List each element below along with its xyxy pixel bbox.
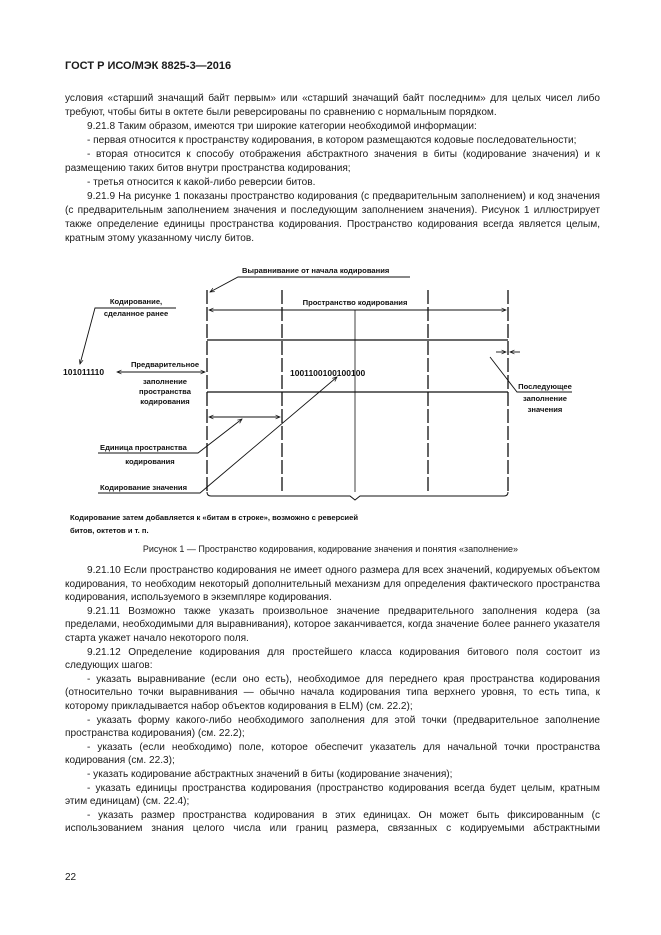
unit-label: Единица пространства	[100, 443, 187, 452]
list-item: - вторая относится к способу отображения абстрактного значения в биты (кодирование значения) и к размещению таких битов внутри пространства кодирования;	[65, 149, 600, 174]
paragraph: 9.21.9 На рисунке 1 показаны пространство кодирования (с предварительным заполнением) и код значения (с предварительным заполнением значения и последующим заполнением значения). Рисунок 1 иллюстрирует также определение единицы пространства кодирования. Пространство кодирования всегда является целым, кратным этому указанному числу битов.	[65, 191, 600, 244]
list-item: - первая относится к пространству кодирования, в котором размещаются кодовые последовательности;	[87, 135, 577, 146]
list-item: - указать форму какого-либо необходимого заполнения для этой точки (предварительное заполнение пространства кодирования) (см. 22.2);	[65, 714, 600, 740]
document-header: ГОСТ Р ИСО/МЭК 8825-3—2016	[65, 60, 232, 72]
value-bits: 1001100100100100	[290, 368, 366, 378]
paragraph: 9.21.8 Таким образом, имеются три широкие категории необходимой информации:	[87, 121, 477, 132]
list-item: - указать (если необходимо) поле, которое обеспечит указатель для начальной точки пространства кодирования (см. 22.3);	[65, 741, 600, 767]
pre-padding-label: пространства	[139, 387, 191, 396]
paragraph: 9.21.10 Если пространство кодирования не имеет одного размера для всех значений, кодируемых объектом кодирования, то необходим некоторый дополнительный механизм для определения фактического пространства кодирования, используемого в экземпляре кодирования.	[65, 565, 600, 604]
list-item: - указать кодирование абстрактных значений в биты (кодирование значения);	[87, 768, 453, 780]
alignment-leader	[210, 277, 410, 292]
encoding-space-label: Пространство кодирования	[302, 298, 408, 307]
previous-encoding-label: Кодирование,	[109, 297, 163, 306]
bottom-text	[65, 564, 600, 836]
post-padding-label: Последующее	[518, 382, 572, 391]
post-padding-label: значения	[527, 405, 563, 414]
pre-padding-label: заполнение	[142, 377, 188, 386]
paragraph: 9.21.11 Возможно также указать произвольное значение предварительного заполнения кодера (за пределами, необходимыми для выравнивания), которое заканчивается, когда значение более раннего указателя старта укажет начало некоторого поля.	[65, 605, 600, 644]
pre-padding-label: кодирования	[140, 397, 190, 406]
paragraph: 9.21.12 Определение кодирования для простейшего класса кодирования битового поля состоит из следующих шагов:	[65, 646, 600, 672]
list-item: - третья относится к какой-либо реверсии битов.	[87, 177, 316, 188]
list-item: - указать выравнивание (если оно есть), необходимое для переднего края пространства кодирования (относительно точки выравнивания — обычно начала кодирования типа верхнего уровня, то есть типа, к которому прикладывается набор объектов кодирования в ELM) (см. 22.2);	[65, 673, 600, 712]
list-item: - указать размер пространства кодирования в этих единицах. Он может быть фиксированным (с использованием знания целого числа или границ размера, связанных с кодируемыми абстрактными	[65, 809, 600, 835]
page-number: 22	[65, 872, 77, 883]
figure-note: Кодирование затем добавляется к «битам в строке», возможно с реверсией	[70, 513, 358, 522]
value-encoding-label: Кодирование значения	[100, 483, 188, 492]
paragraph: условия «старший значащий байт первым» или «старший значащий байт последним» для целых чисел либо требуют, чтобы биты в октете были реверсированы по сравнению с нормальным порядком.	[65, 93, 600, 118]
value-encoding-leader	[98, 377, 337, 493]
post-padding-label: заполнение	[522, 394, 568, 403]
brace	[207, 492, 508, 500]
previous-encoding-label: сделанное ранее	[103, 309, 169, 318]
previous-bits: 101011110	[63, 367, 105, 377]
figure-note: битов, октетов и т. п.	[70, 526, 149, 535]
dashed-boundaries	[207, 290, 508, 492]
figure-caption: Рисунок 1 — Пространство кодирования, кодирование значения и понятия «заполнение»	[142, 544, 519, 554]
list-item: - указать единицы пространства кодирования (пространство кодирования всегда будет целым, кратным этим единицам) (см. 22.4);	[65, 782, 600, 808]
unit-label: кодирования	[125, 457, 175, 466]
pre-padding-label: Предварительное	[130, 360, 200, 369]
alignment-label: Выравнивание от начала кодирования	[242, 266, 390, 275]
